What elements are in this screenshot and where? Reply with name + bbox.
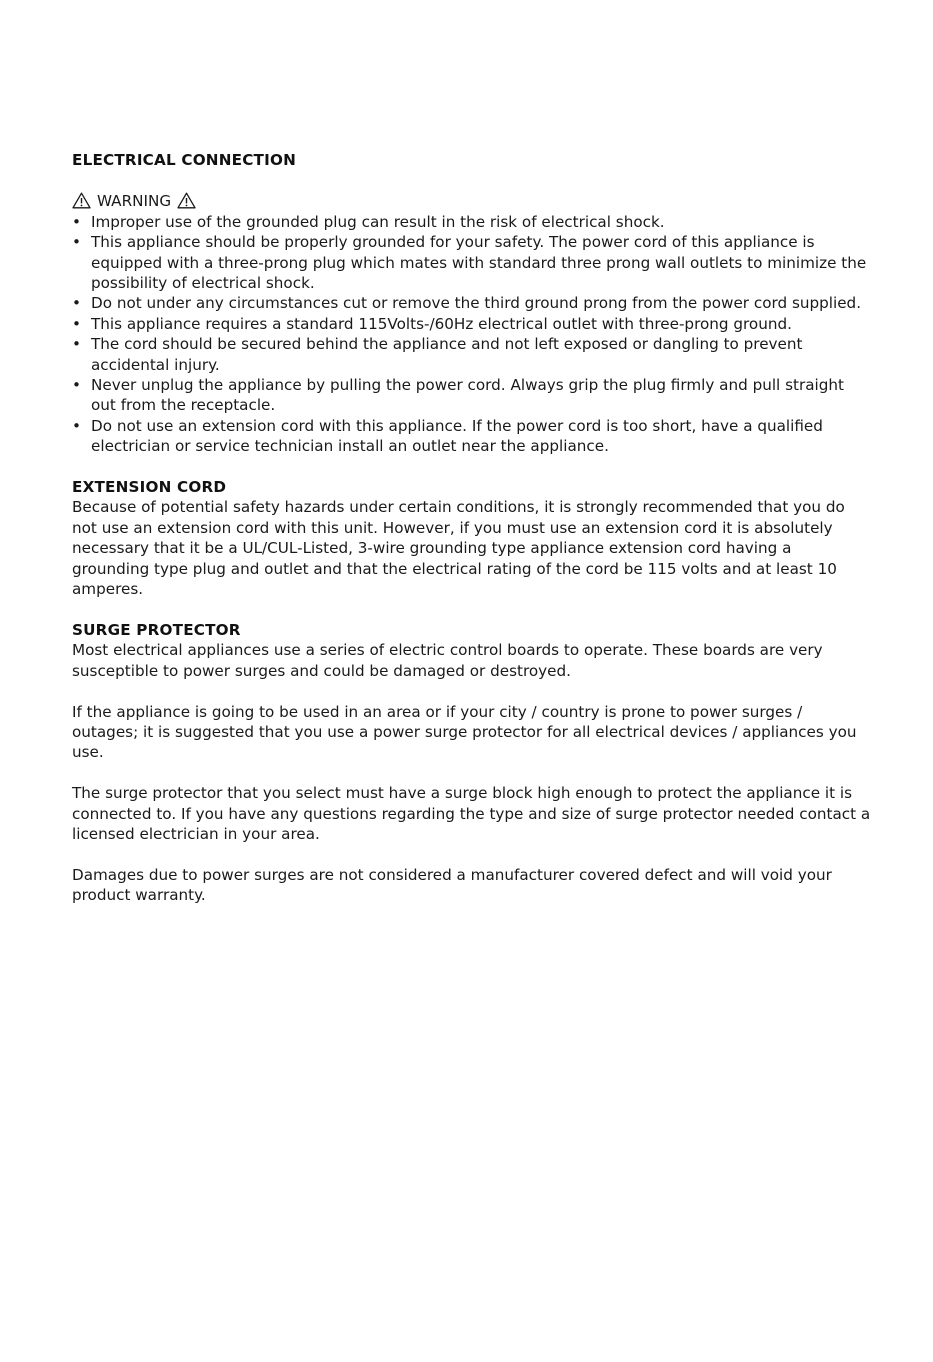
list-item: • Improper use of the grounded plug can result in the risk of electrical shock. — [72, 212, 872, 232]
warning-triangle-icon — [72, 192, 91, 209]
list-item: • Do not under any circumstances cut or remove the third ground prong from the power cord supplied. — [72, 293, 872, 313]
list-item: • Do not use an extension cord with this appliance. If the power cord is too short, have a qualified electrician or service technician install an outlet near the appliance. — [72, 416, 872, 457]
list-item: • This appliance requires a standard 115Volts-/60Hz electrical outlet with three-prong ground. — [72, 314, 872, 334]
list-item: • Never unplug the appliance by pulling the power cord. Always grip the plug firmly and pull straight out from the receptacle. — [72, 375, 872, 416]
surge-paragraph: Most electrical appliances use a series of electric control boards to operate. These boards are very susceptible to power surges and could be damaged or destroyed. — [72, 641, 823, 680]
extension-cord-section — [72, 477, 872, 599]
surge-paragraph: The surge protector that you select must have a surge block high enough to protect the appliance it is connected to. If you have any questions regarding the type and size of surge protector needed contact a licensed electrician in your area. — [72, 784, 871, 843]
list-item: • The cord should be secured behind the appliance and not left exposed or dangling to prevent accidental injury. — [72, 334, 872, 375]
extension-cord-body: Because of potential safety hazards under certain conditions, it is strongly recommended that you do not use an extension cord with this unit. However, if you must use an extension cord it is absolutely necessary that it be a UL/CUL-Listed, 3-wire grounding type appliance extension cord having a grounding type plug and outlet and that the electrical rating of the cord be 115 volts and at least 10 amperes. — [72, 498, 845, 599]
surge-protector-section — [72, 620, 872, 906]
surge-paragraph: Damages due to power surges are not considered a manufacturer covered defect and will void your product warranty. — [72, 865, 832, 905]
warning-banner — [72, 191, 872, 211]
warning-bullet-list — [72, 212, 872, 457]
warning-triangle-icon — [177, 192, 196, 209]
electrical-connection-heading: ELECTRICAL CONNECTION — [72, 151, 296, 169]
list-item: • This appliance should be properly grounded for your safety. The power cord of this appliance is equipped with a three-prong plug which mates with standard three prong wall outlets to minimize the possibility of electrical shock. — [72, 232, 872, 293]
manual-page — [72, 150, 872, 906]
extension-cord-heading: EXTENSION CORD — [72, 478, 227, 497]
warning-label: WARNING — [97, 192, 172, 211]
surge-protector-heading: SURGE PROTECTOR — [72, 620, 241, 639]
surge-paragraph: If the appliance is going to be used in an area or if your city / country is prone to power surges / outages; it is suggested that you use a power surge protector for all electrical devices / appliances you use. — [72, 702, 857, 762]
